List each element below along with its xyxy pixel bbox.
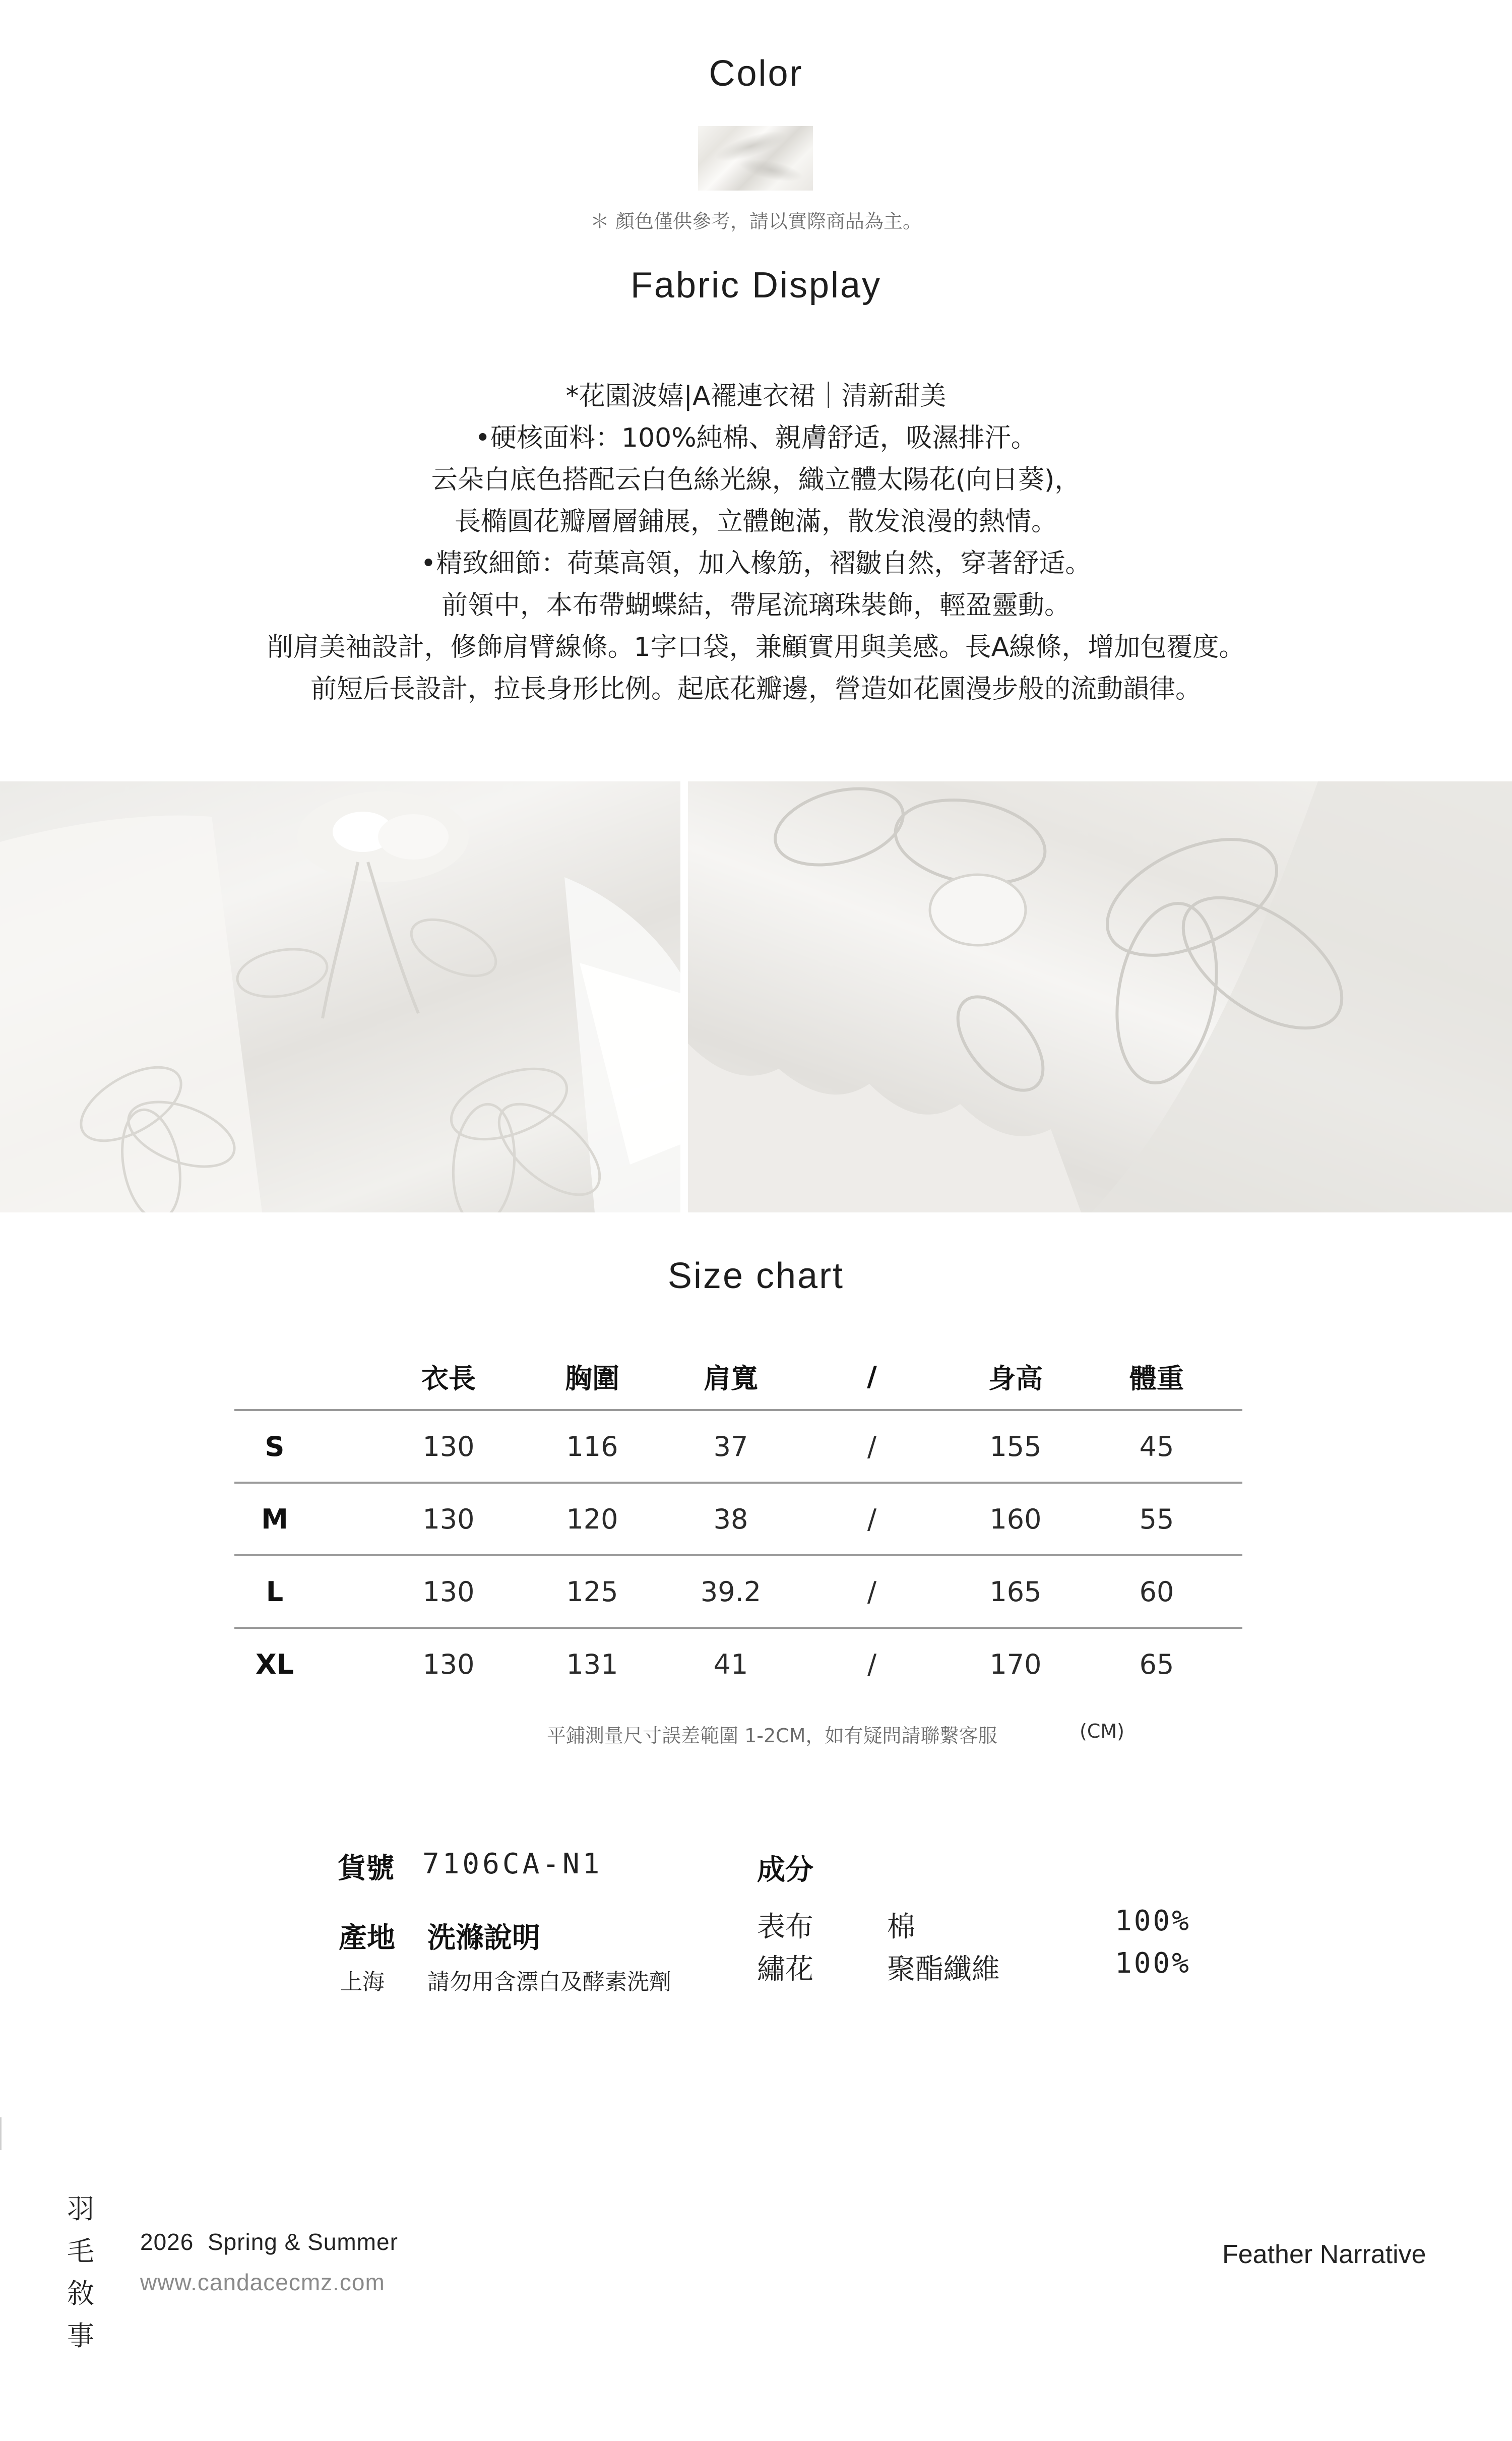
cell-shoulder: 39.2 — [700, 1575, 762, 1608]
color-note: ＊ 顏色僅供參考，請以實際商品為主。 — [590, 210, 922, 232]
fabric-photo-collar — [0, 781, 680, 1212]
header-length: 衣長 — [421, 1362, 476, 1394]
collar-illustration — [0, 781, 680, 1212]
header-shoulder: 肩寬 — [704, 1362, 758, 1394]
cell-separator: / — [867, 1503, 877, 1535]
brand-char: 事 — [67, 2320, 94, 2352]
header-bust: 胸圍 — [565, 1362, 619, 1394]
desc-line: *花園波嬉|A襬連衣裙｜清新甜美 — [565, 381, 947, 411]
cell-weight: 65 — [1139, 1648, 1174, 1680]
fabric-title: Fabric Display — [630, 265, 882, 306]
size-label: M — [261, 1503, 288, 1535]
cell-bust: 120 — [566, 1503, 618, 1535]
brand-char: 羽 — [67, 2193, 94, 2225]
cell-height: 165 — [989, 1575, 1042, 1608]
size-row-l — [234, 1554, 1242, 1627]
brand-char: 毛 — [67, 2235, 94, 2267]
desc-line: •硬核面料：100%純棉、親膚舒适，吸濕排汗。 — [475, 423, 1037, 453]
fabric-photo-hem — [688, 781, 1512, 1212]
cell-weight: 55 — [1139, 1503, 1174, 1535]
desc-line: 前領中，本布帶蝴蝶結，帶尾流璃珠裝飾，輕盈靈動。 — [441, 590, 1070, 621]
cell-shoulder: 41 — [713, 1648, 748, 1680]
cell-length: 130 — [422, 1430, 475, 1462]
cell-shoulder: 37 — [713, 1430, 748, 1462]
cell-shoulder: 38 — [713, 1503, 748, 1535]
desc-line: 長橢圓花瓣層層鋪展，立體飽滿，散发浪漫的熱情。 — [454, 507, 1057, 537]
brand-char: 敘 — [67, 2278, 94, 2309]
desc-line: •精致細節：荷葉高領，加入橡筋，褶皺自然，穿著舒适。 — [420, 548, 1092, 579]
size-table — [234, 1344, 1242, 1699]
origin-label: 產地 — [339, 1922, 395, 1955]
size-note: 平鋪測量尺寸誤差範圍 1-2CM，如有疑問請聯繫客服 — [547, 1725, 997, 1747]
composition-part: 表布 — [757, 1911, 813, 1943]
size-row-m — [234, 1482, 1242, 1554]
cell-bust: 125 — [566, 1575, 618, 1608]
product-code-label: 貨號 — [338, 1852, 394, 1885]
composition-label: 成分 — [757, 1854, 813, 1886]
size-label: XL — [255, 1648, 294, 1680]
color-swatch[interactable] — [698, 126, 813, 191]
header-height: 身高 — [988, 1362, 1043, 1394]
hem-illustration — [688, 781, 1512, 1212]
desc-line: 云朵白底色搭配云白色絲光線，織立體太陽花(向日葵)， — [431, 465, 1081, 495]
cell-height: 155 — [989, 1430, 1042, 1462]
wash-label: 洗滌說明 — [427, 1922, 540, 1955]
size-table-header — [234, 1344, 1242, 1409]
brand-english-name: Feather Narrative — [1222, 2240, 1426, 2269]
size-label: S — [265, 1430, 285, 1462]
composition-part: 繡花 — [757, 1953, 813, 1986]
product-code: 7106CA-N1 — [422, 1848, 603, 1880]
origin-value: 上海 — [340, 1969, 385, 1995]
cell-height: 170 — [989, 1648, 1042, 1680]
cell-separator: / — [867, 1430, 877, 1462]
composition-material: 聚酯纖維 — [887, 1953, 1000, 1986]
fabric-description — [0, 376, 1512, 710]
header-weight: 體重 — [1129, 1362, 1184, 1394]
brand-vertical-logo — [63, 2188, 98, 2357]
composition-percent: 100% — [1115, 1947, 1191, 1980]
size-row-xl — [234, 1627, 1242, 1699]
wash-instructions: 請勿用含漂白及酵素洗劑 — [427, 1969, 671, 1995]
size-chart-title: Size chart — [667, 1256, 845, 1296]
color-title: Color — [709, 53, 803, 94]
desc-line: 削肩美袖設計，修飾肩臂線條。1字口袋，兼顧實用與美感。長A線條，增加包覆度。 — [267, 632, 1245, 662]
cell-length: 130 — [422, 1575, 475, 1608]
header-separator: / — [867, 1360, 877, 1392]
cell-height: 160 — [989, 1503, 1042, 1535]
size-row-s — [234, 1409, 1242, 1482]
cell-weight: 45 — [1139, 1430, 1174, 1462]
cell-separator: / — [867, 1648, 877, 1680]
edge-divider — [0, 2117, 2, 2150]
size-unit: (CM) — [1080, 1720, 1124, 1742]
cell-weight: 60 — [1139, 1575, 1174, 1608]
website-link[interactable]: www.candacecmz.com — [140, 2269, 385, 2295]
cell-bust: 116 — [566, 1430, 618, 1462]
composition-material: 棉 — [887, 1911, 915, 1943]
cell-separator: / — [867, 1575, 877, 1608]
header-cell — [234, 1344, 315, 1409]
cell-bust: 131 — [566, 1648, 618, 1680]
cell-length: 130 — [422, 1503, 475, 1535]
composition-percent: 100% — [1115, 1905, 1191, 1937]
desc-line: 前短后長設計，拉長身形比例。起底花瓣邊，營造如花園漫步般的流動韻律。 — [310, 674, 1202, 704]
season-label: 2026 Spring & Summer — [140, 2229, 398, 2255]
cell-length: 130 — [422, 1648, 475, 1680]
size-label: L — [266, 1575, 284, 1608]
